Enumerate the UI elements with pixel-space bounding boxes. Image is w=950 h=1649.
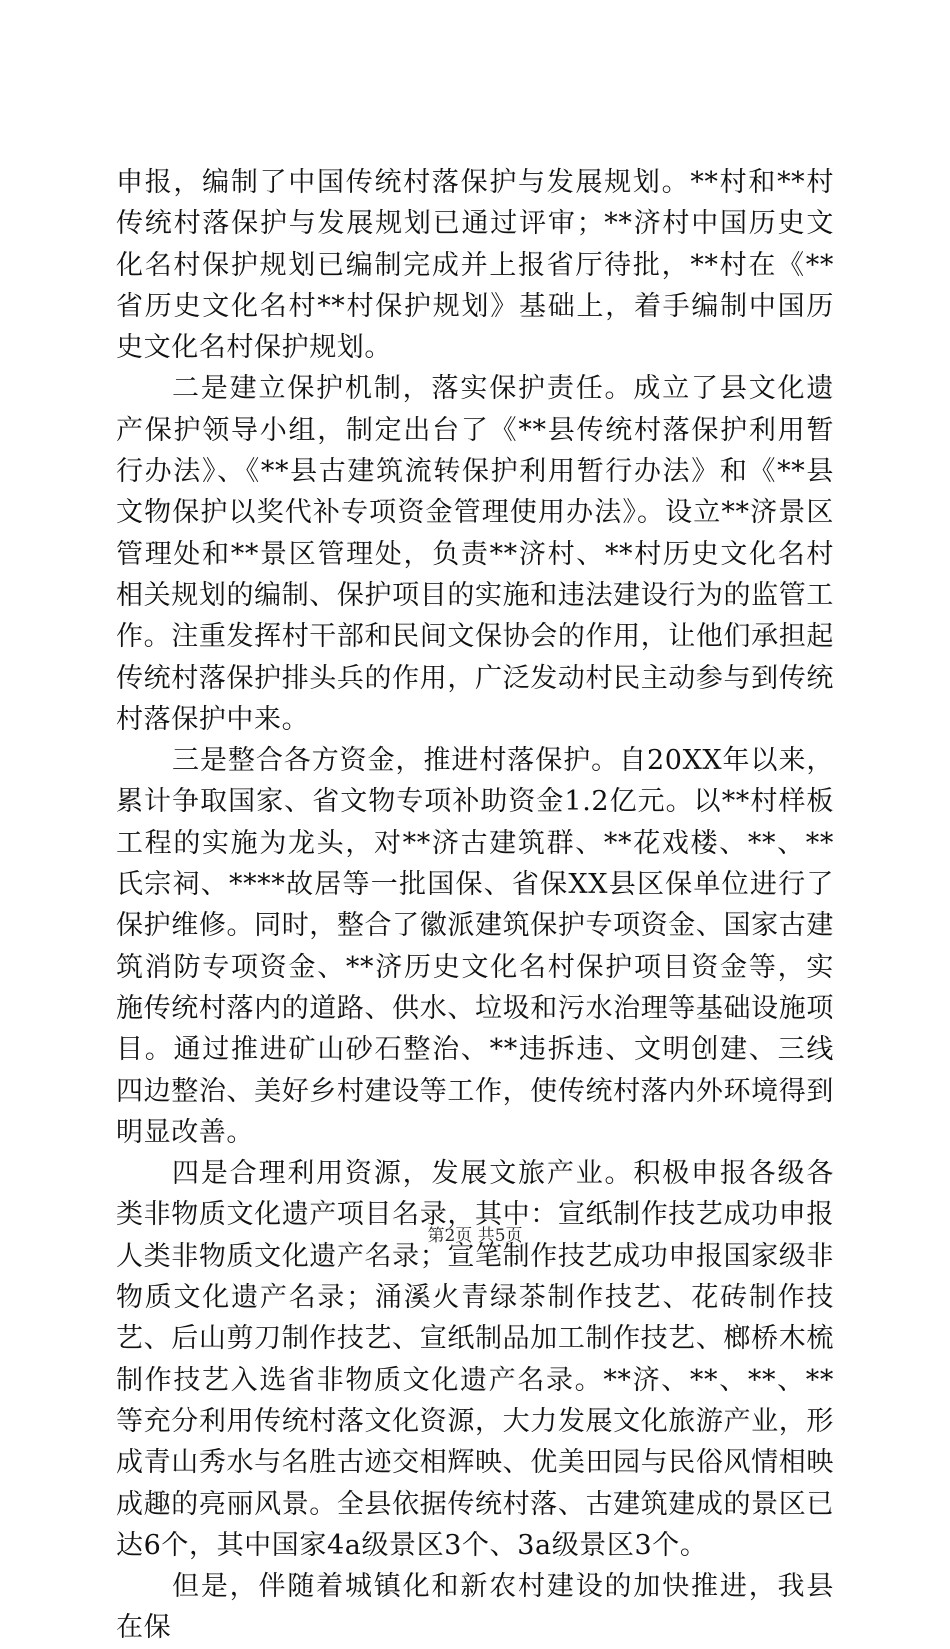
paragraph-resource-utilization: 四是合理利用资源，发展文旅产业。积极申报各级各类非物质文化遗产项目名录，其中：宣纸制作技艺成功申报人类非物质文化遗产名录；宣笔制作技艺成功申报国家级非物质文化遗产名录；涌溪火青绿茶制作技艺、花砖制作技艺、后山剪刀制作技艺、宣纸制品加工制作技艺、榔桥木梳制作技艺入选省非物质文化遗产名录。**济、**、**、**等充分利用传统村落文化资源，大力发展文化旅游产业，形成青山秀水与名胜古迹交相辉映、优美田园与民俗风情相映成趣的亮丽风景。全县依据传统村落、古建筑建成的景区已达6个，其中国家4a级景区3个、3a级景区3个。 [116, 1158, 834, 1561]
paragraph-however: 但是，伴随着城镇化和新农村建设的加快推进，我县在保 [116, 1571, 834, 1644]
document-body [116, 162, 834, 1649]
paragraph-protection-mechanism: 二是建立保护机制，落实保护责任。成立了县文化遗产保护领导小组，制定出台了《**县传统村落保护利用暂行办法》、《**县古建筑流转保护利用暂行办法》和《**县文物保护以奖代补专项资金管理使用办法》。设立**济景区管理处和**景区管理处，负责**济村、**村历史文化名村相关规划的编制、保护项目的实施和违法建设行为的监管工作。注重发挥村干部和民间文保协会的作用，让他们承担起传统村落保护排头兵的作用，广泛发动村民主动参与到传统村落保护中来。 [116, 373, 834, 735]
paragraph-funding-integration: 三是整合各方资金，推进村落保护。自20XX年以来，累计争取国家、省文物专项补助资金1.2亿元。以**村样板工程的实施为龙头，对**济古建筑群、**花戏楼、**、**氏宗祠、****故居等一批国保、省保XX县区保单位进行了保护维修。同时，整合了徽派建筑保护专项资金、国家古建筑消防专项资金、**济历史文化名村保护项目资金等，实施传统村落内的道路、供水、垃圾和污水治理等基础设施项目。通过推进矿山砂石整治、**违拆违、文明创建、三线四边整治、美好乡村建设等工作，使传统村落内外环境得到明显改善。 [116, 745, 834, 1148]
paragraph-continuation: 申报，编制了中国传统村落保护与发展规划。**村和**村传统村落保护与发展规划已通过评审；**济村中国历史文化名村保护规划已编制完成并上报省厅待批，**村在《**省历史文化名村**村保护规划》基础上，着手编制中国历史文化名村保护规划。 [116, 167, 834, 364]
page-footer: 第2页 共5页 [427, 1226, 523, 1246]
